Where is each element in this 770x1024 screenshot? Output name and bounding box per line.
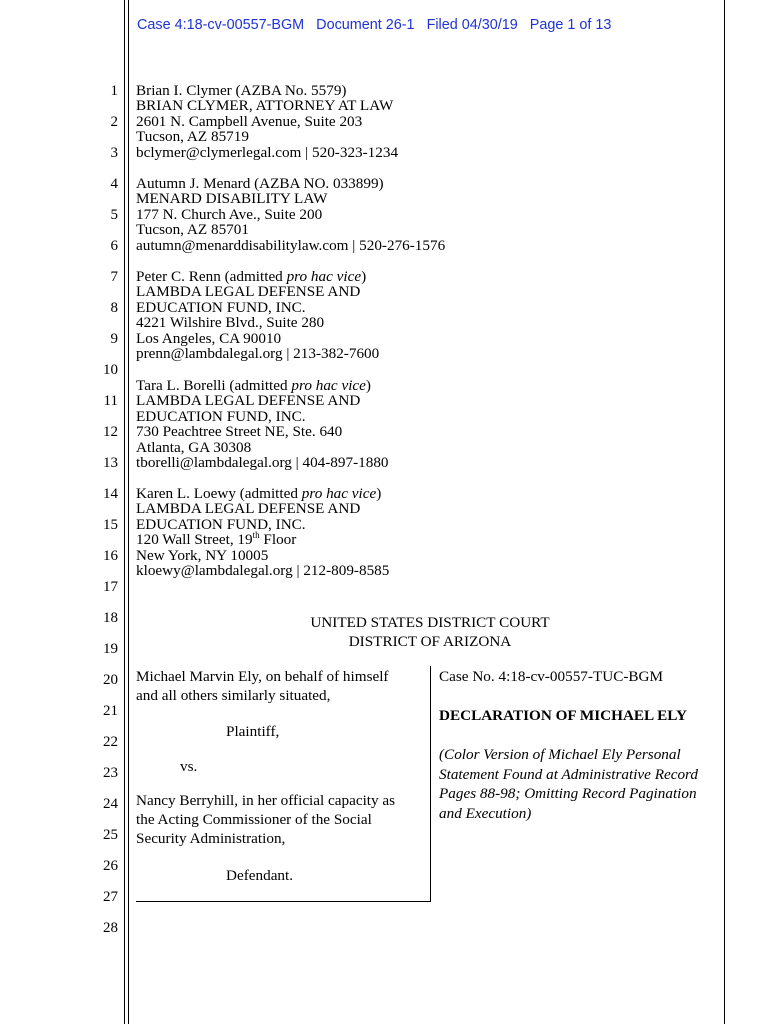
line-number: 14 bbox=[103, 486, 118, 502]
line-number: 12 bbox=[103, 424, 118, 440]
line-number: 20 bbox=[103, 672, 118, 688]
line-number: 19 bbox=[103, 641, 118, 657]
counsel-line: Autumn J. Menard (AZBA NO. 033899) bbox=[136, 175, 384, 192]
document-title: DECLARATION OF MICHAEL ELY bbox=[439, 707, 687, 724]
plaintiff-label: Plaintiff, bbox=[226, 723, 280, 740]
line-number: 13 bbox=[103, 455, 118, 471]
filing-header bbox=[137, 17, 611, 33]
counsel-line: EDUCATION FUND, INC. bbox=[136, 515, 306, 533]
counsel-block-renn bbox=[136, 269, 379, 361]
counsel-email-phone: bclymer@clymerlegal.com | 520-323-1234 bbox=[136, 143, 399, 161]
line-number: 2 bbox=[110, 114, 118, 130]
note-line: (Color Version of Michael Ely Personal bbox=[439, 746, 681, 763]
defendant-name-line3: Security Administration, bbox=[136, 830, 286, 847]
left-margin-rule-inner bbox=[128, 0, 129, 1024]
line-number: 7 bbox=[110, 269, 118, 285]
line-number: 18 bbox=[103, 610, 118, 626]
line-number: 5 bbox=[110, 207, 118, 223]
counsel-block-menard bbox=[136, 176, 445, 253]
versus-label: vs. bbox=[180, 758, 198, 775]
counsel-line: MENARD DISABILITY LAW bbox=[136, 190, 328, 208]
note-line: Statement Found at Administrative Record bbox=[439, 765, 698, 783]
counsel-line: New York, NY 10005 bbox=[136, 546, 269, 564]
line-number: 22 bbox=[103, 734, 118, 750]
counsel-line: LAMBDA LEGAL DEFENSE AND bbox=[136, 283, 361, 301]
line-number: 26 bbox=[103, 858, 118, 874]
note-line: Pages 88-98; Omitting Record Pagination bbox=[439, 785, 697, 802]
counsel-block-loewy bbox=[136, 486, 389, 578]
defendant-name-line2: the Acting Commissioner of the Social bbox=[136, 811, 372, 828]
line-number: 6 bbox=[110, 238, 118, 254]
line-number: 8 bbox=[110, 300, 118, 316]
case-number: Case No. 4:18-cv-00557-TUC-BGM bbox=[439, 668, 663, 685]
line-number: 23 bbox=[103, 765, 118, 781]
line-number: 21 bbox=[103, 703, 118, 719]
line-number: 25 bbox=[103, 827, 118, 843]
counsel-line: 4221 Wilshire Blvd., Suite 280 bbox=[136, 314, 325, 332]
plaintiff-name-line1: Michael Marvin Ely, on behalf of himself bbox=[136, 668, 389, 685]
line-number: 16 bbox=[103, 548, 118, 564]
line-number: 28 bbox=[103, 920, 118, 936]
counsel-line: BRIAN CLYMER, ATTORNEY AT LAW bbox=[136, 97, 394, 115]
counsel-line: Brian I. Clymer (AZBA No. 5579) bbox=[136, 82, 347, 99]
line-number: 24 bbox=[103, 796, 118, 812]
defendant-label: Defendant. bbox=[226, 867, 294, 884]
line-number: 1 bbox=[110, 83, 118, 99]
line-number: 27 bbox=[103, 889, 118, 905]
counsel-line: Tucson, AZ 85701 bbox=[136, 221, 249, 239]
counsel-block-clymer bbox=[136, 83, 398, 160]
counsel-line: Tucson, AZ 85719 bbox=[136, 128, 249, 146]
document-note bbox=[439, 745, 698, 823]
counsel-block-borelli bbox=[136, 378, 389, 470]
note-line: and Execution) bbox=[439, 804, 532, 822]
counsel-email-phone: autumn@menarddisabilitylaw.com | 520-276-1576 bbox=[136, 236, 446, 254]
right-margin-rule bbox=[724, 0, 725, 1024]
counsel-line: 730 Peachtree Street NE, Ste. 640 bbox=[136, 423, 343, 441]
header-page: Page 1 of 13 bbox=[529, 17, 612, 33]
line-number: 10 bbox=[103, 362, 118, 378]
line-number: 17 bbox=[103, 579, 118, 595]
left-margin-rule-outer bbox=[124, 0, 125, 1024]
counsel-line: LAMBDA LEGAL DEFENSE AND bbox=[136, 500, 361, 518]
court-district: DISTRICT OF ARIZONA bbox=[348, 633, 512, 650]
counsel-line: Atlanta, GA 30308 bbox=[136, 438, 252, 456]
caption-divider-horizontal bbox=[136, 901, 431, 902]
line-number: 4 bbox=[110, 176, 118, 192]
caption-divider-vertical bbox=[430, 666, 431, 902]
line-number: 11 bbox=[103, 393, 118, 409]
counsel-line: 2601 N. Campbell Avenue, Suite 203 bbox=[136, 112, 363, 130]
counsel-line: Los Angeles, CA 90010 bbox=[136, 329, 282, 347]
line-number: 15 bbox=[103, 517, 118, 533]
line-number: 3 bbox=[110, 145, 118, 161]
header-case: Case 4:18-cv-00557-BGM bbox=[137, 17, 305, 33]
counsel-line: EDUCATION FUND, INC. bbox=[136, 298, 306, 316]
counsel-line: 177 N. Church Ave., Suite 200 bbox=[136, 205, 323, 223]
plaintiff-name-line2: and all others similarly situated, bbox=[136, 687, 331, 704]
defendant-name-line1: Nancy Berryhill, in her official capacity as bbox=[136, 792, 396, 809]
counsel-email-phone: prenn@lambdalegal.org | 213-382-7600 bbox=[136, 344, 380, 362]
counsel-line: EDUCATION FUND, INC. bbox=[136, 407, 306, 425]
court-name: UNITED STATES DISTRICT COURT bbox=[310, 614, 550, 631]
counsel-line: LAMBDA LEGAL DEFENSE AND bbox=[136, 392, 361, 410]
header-document: Document 26-1 bbox=[316, 17, 415, 33]
counsel-name-line: Karen L. Loewy (admitted pro hac vice) bbox=[136, 485, 382, 502]
counsel-name-line: Tara L. Borelli (admitted pro hac vice) bbox=[136, 377, 371, 394]
counsel-email-phone: tborelli@lambdalegal.org | 404-897-1880 bbox=[136, 453, 389, 471]
header-filed: Filed 04/30/19 bbox=[426, 17, 518, 33]
line-number: 9 bbox=[110, 331, 118, 347]
counsel-email-phone: kloewy@lambdalegal.org | 212-809-8585 bbox=[136, 561, 390, 579]
counsel-street-line: 120 Wall Street, 19th Floor bbox=[136, 530, 297, 549]
counsel-name-line: Peter C. Renn (admitted pro hac vice) bbox=[136, 268, 367, 285]
